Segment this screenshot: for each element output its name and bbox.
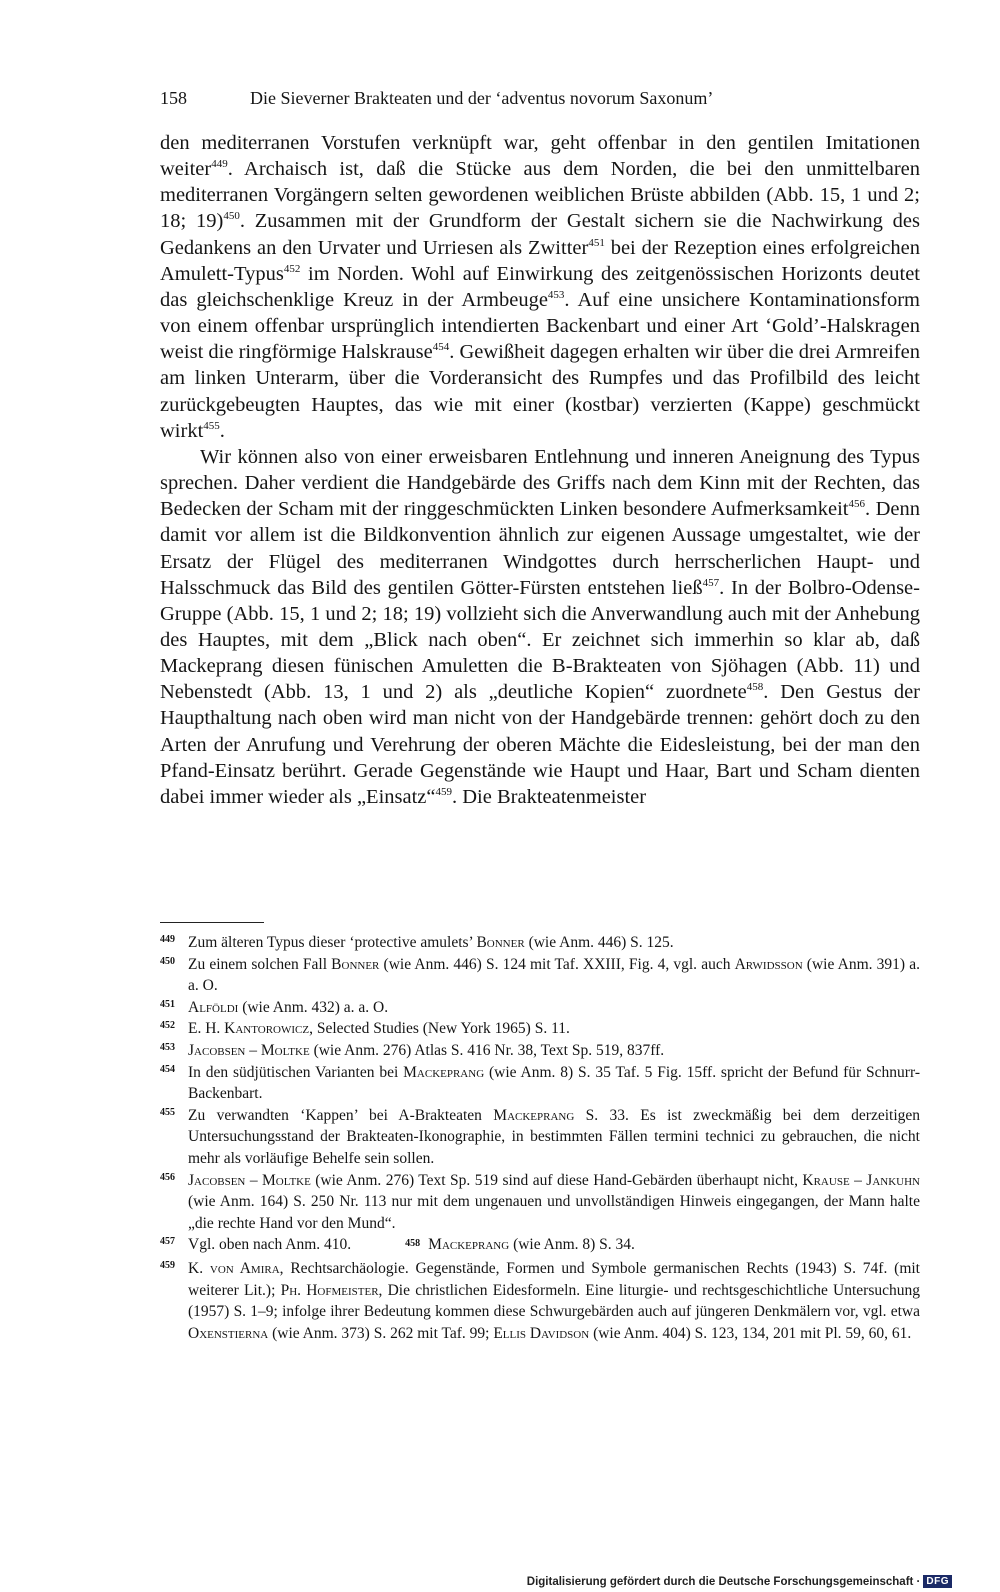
credit-text: Digitalisierung gefördert durch die Deutsche Forschungsgemeinschaft · — [526, 1575, 921, 1588]
footnote-ref-452[interactable]: 452 — [283, 262, 301, 275]
footnote-449: 449 Zum älteren Typus dieser ‘protective amulets’ Bonner (wie Anm. 446) S. 125. — [160, 934, 674, 951]
footnote-ref-451[interactable]: 451 — [588, 236, 605, 249]
footnote-459: 459 K. von Amira, Rechtsarchäologie. Gegenstände, Formen und Symbole germanischen Rechts (1943) S. 74f. (mit weiterer Lit.); Ph. Hofmeister, Die christlichen Eidesformeln. Eine liturgie- und rechtsgeschichtliche Untersuchung (1957) S. 1–9; infolge ihrer Bedeutung kommen diese Schwurgebärden auch auf jüngeren Denkmälern vor, vgl. etwa Oxenstierna (wie Anm. 373) S. 262 mit Taf. 99; Ellis Davidson (wie Anm. 404) S. 123, 134, 201 mit Pl. 59, 60, 61. — [160, 1259, 920, 1342]
running-head — [160, 88, 920, 109]
footnote-divider — [160, 922, 264, 923]
footnote-ref-454[interactable]: 454 — [432, 341, 450, 354]
footnote-ref-459[interactable]: 459 — [435, 785, 452, 798]
paragraph-1: den mediterranen Vorstufen verknüpft war, geht offenbar in den gentilen Imitationen weiter$^{449}$. Archaisch ist, daß die Stücke aus dem Norden, die bei den unmittelbaren mediterranen Vorgängern selten gewordenen weiblichen Brüste abbilden (Abb. 15, 1 und 2; 18; 19)$^{450}$. Zusammen mit der Grundform der Gestalt sichern sie die Nachwirkung des Gedankens an den Urvater und Urriesen als Zwitter$^{451}$ bei der Rezeption eines erfolgreichen Amulett-Typus$^{452}$ im Norden. Wohl auf Einwirkung des zeitgenössischen Horizonts deutet das gleichschenklige Kreuz in der Armbeuge$^{453}$. Auf eine unsichere Kontaminationsform von einem offenbar ursprünglich intendierten Backenbart und einer Art ‘Gold’-Halskragen weist die ringförmige Halskrause$^{454}$. Gewißheit dagegen erhalten wir über die drei Armreifen am linken Unterarm, über die Vorderansicht des Rumpfes und das Profilbild des leicht zurückgebeugten Hauptes, das wie mit einer (kostbar) verzierten (Kappe) geschmückt wirkt$^{455}$. — [160, 132, 920, 442]
footnote-457-458: 457 Vgl. oben nach Anm. 410. 458 Mackeprang (wie Anm. 8) S. 34. — [160, 1236, 635, 1254]
footnote-ref-458[interactable]: 458 — [746, 681, 764, 694]
body-text — [160, 130, 920, 810]
footnote-450: 450 Zu einem solchen Fall Bonner (wie Anm. 446) S. 124 mit Taf. XXIII, Fig. 4, vgl. auch Arwidsson (wie Anm. 391) a. a. O. — [160, 955, 920, 995]
paragraph-2: Wir können also von einer erweisbaren Entlehnung und inneren Aneignung des Typus sprechen. Daher verdient die Handgebärde des Griffs nach dem Kinn mit der Rechten, das Bedecken der Scham mit der ringgeschmückten Linken besondere Aufmerksamkeit$^{456}$. Denn damit vor allem ist die Bildkonvention ähnlich zur eigenen Aussage umgestaltet, wie der Ersatz der Flügel des mediterranen Windgottes durch herrscherlichen Haupt- und Halsschmuck das Bild des gentilen Götter-Fürsten entstehen ließ$^{457}$. In der Bolbro-Odense-Gruppe (Abb. 15, 1 und 2; 18; 19) vollzieht sich die Anverwandlung auch mit der Anhebung des Hauptes, mit dem „Blick nach oben“. Er zeichnet sich immerhin so klar ab, daß Mackeprang diesen fünischen Amuletten die B-Brakteaten von Sjöhagen (Abb. 11) und Nebenstedt (Abb. 13, 1 und 2) als „deutliche Kopien“ zuordnete$^{458}$. Den Gestus der Haupthaltung nach oben wird man nicht von der Handgebärde trennen: gehört doch zu den Arten der Anrufung und Verehrung der oberen Mächte die Eidesleistung, bei der man den Pfand-Einsatz berührt. Gerade Gegenstände wie Haupt und Haar, Bart und Scham dienten dabei immer wieder als „Einsatz“$^{459}$. Die Brakteatenmeister — [160, 445, 921, 808]
footnote-ref-456[interactable]: 456 — [848, 498, 865, 511]
page-number: 158 — [160, 88, 187, 108]
footnote-453: 453 Jacobsen – Moltke (wie Anm. 276) Atlas S. 416 Nr. 38, Text Sp. 519, 837ff. — [160, 1041, 665, 1059]
footnote-454: 454 In den südjütischen Varianten bei Mackeprang (wie Anm. 8) S. 35 Taf. 5 Fig. 15ff. spricht der Befund für Schnurr-Backenbart. — [160, 1063, 920, 1103]
digitization-credit — [527, 1575, 952, 1588]
footnote-ref-457[interactable]: 457 — [702, 576, 720, 589]
footnote-455: 455 Zu verwandten ‘Kappen’ bei A-Brakteaten Mackeprang S. 33. Es ist zweckmäßig bei dem derzeitigen Untersuchungsstand der Brakteaten-Ikonographie, in bestimmten Fällen termini technici zu gebrauchen, die nicht mehr als vorläufige Behelfe sein sollen. — [160, 1106, 921, 1167]
footnote-452: 452 E. H. Kantorowicz, Selected Studies (New York 1965) S. 11. — [160, 1020, 570, 1038]
footnote-ref-455[interactable]: 455 — [203, 419, 220, 432]
footnote-ref-453[interactable]: 453 — [547, 288, 565, 301]
footnote-451: 451 Alföldi (wie Anm. 432) a. a. O. — [160, 998, 389, 1016]
footnote-ref-450[interactable]: 450 — [223, 210, 240, 223]
footnote-456: 456 Jacobsen – Moltke (wie Anm. 276) Text Sp. 519 sind auf diese Hand-Gebärden überhaupt nicht, Krause – Jankuhn (wie Anm. 164) S. 250 Nr. 113 nur mit dem ungenauen und unvollständigen Hinweis eingegangen, der Mann halte „die rechte Hand vor den Mund“. — [160, 1171, 920, 1232]
footnote-ref-449[interactable]: 449 — [211, 158, 228, 171]
dfg-logo: DFG — [923, 1575, 952, 1588]
footnote-458-number: 458 — [405, 1238, 421, 1250]
footnotes — [160, 932, 920, 1344]
running-title: Die Sieverner Brakteaten und der ‘adventus novorum Saxonum’ — [250, 88, 714, 108]
